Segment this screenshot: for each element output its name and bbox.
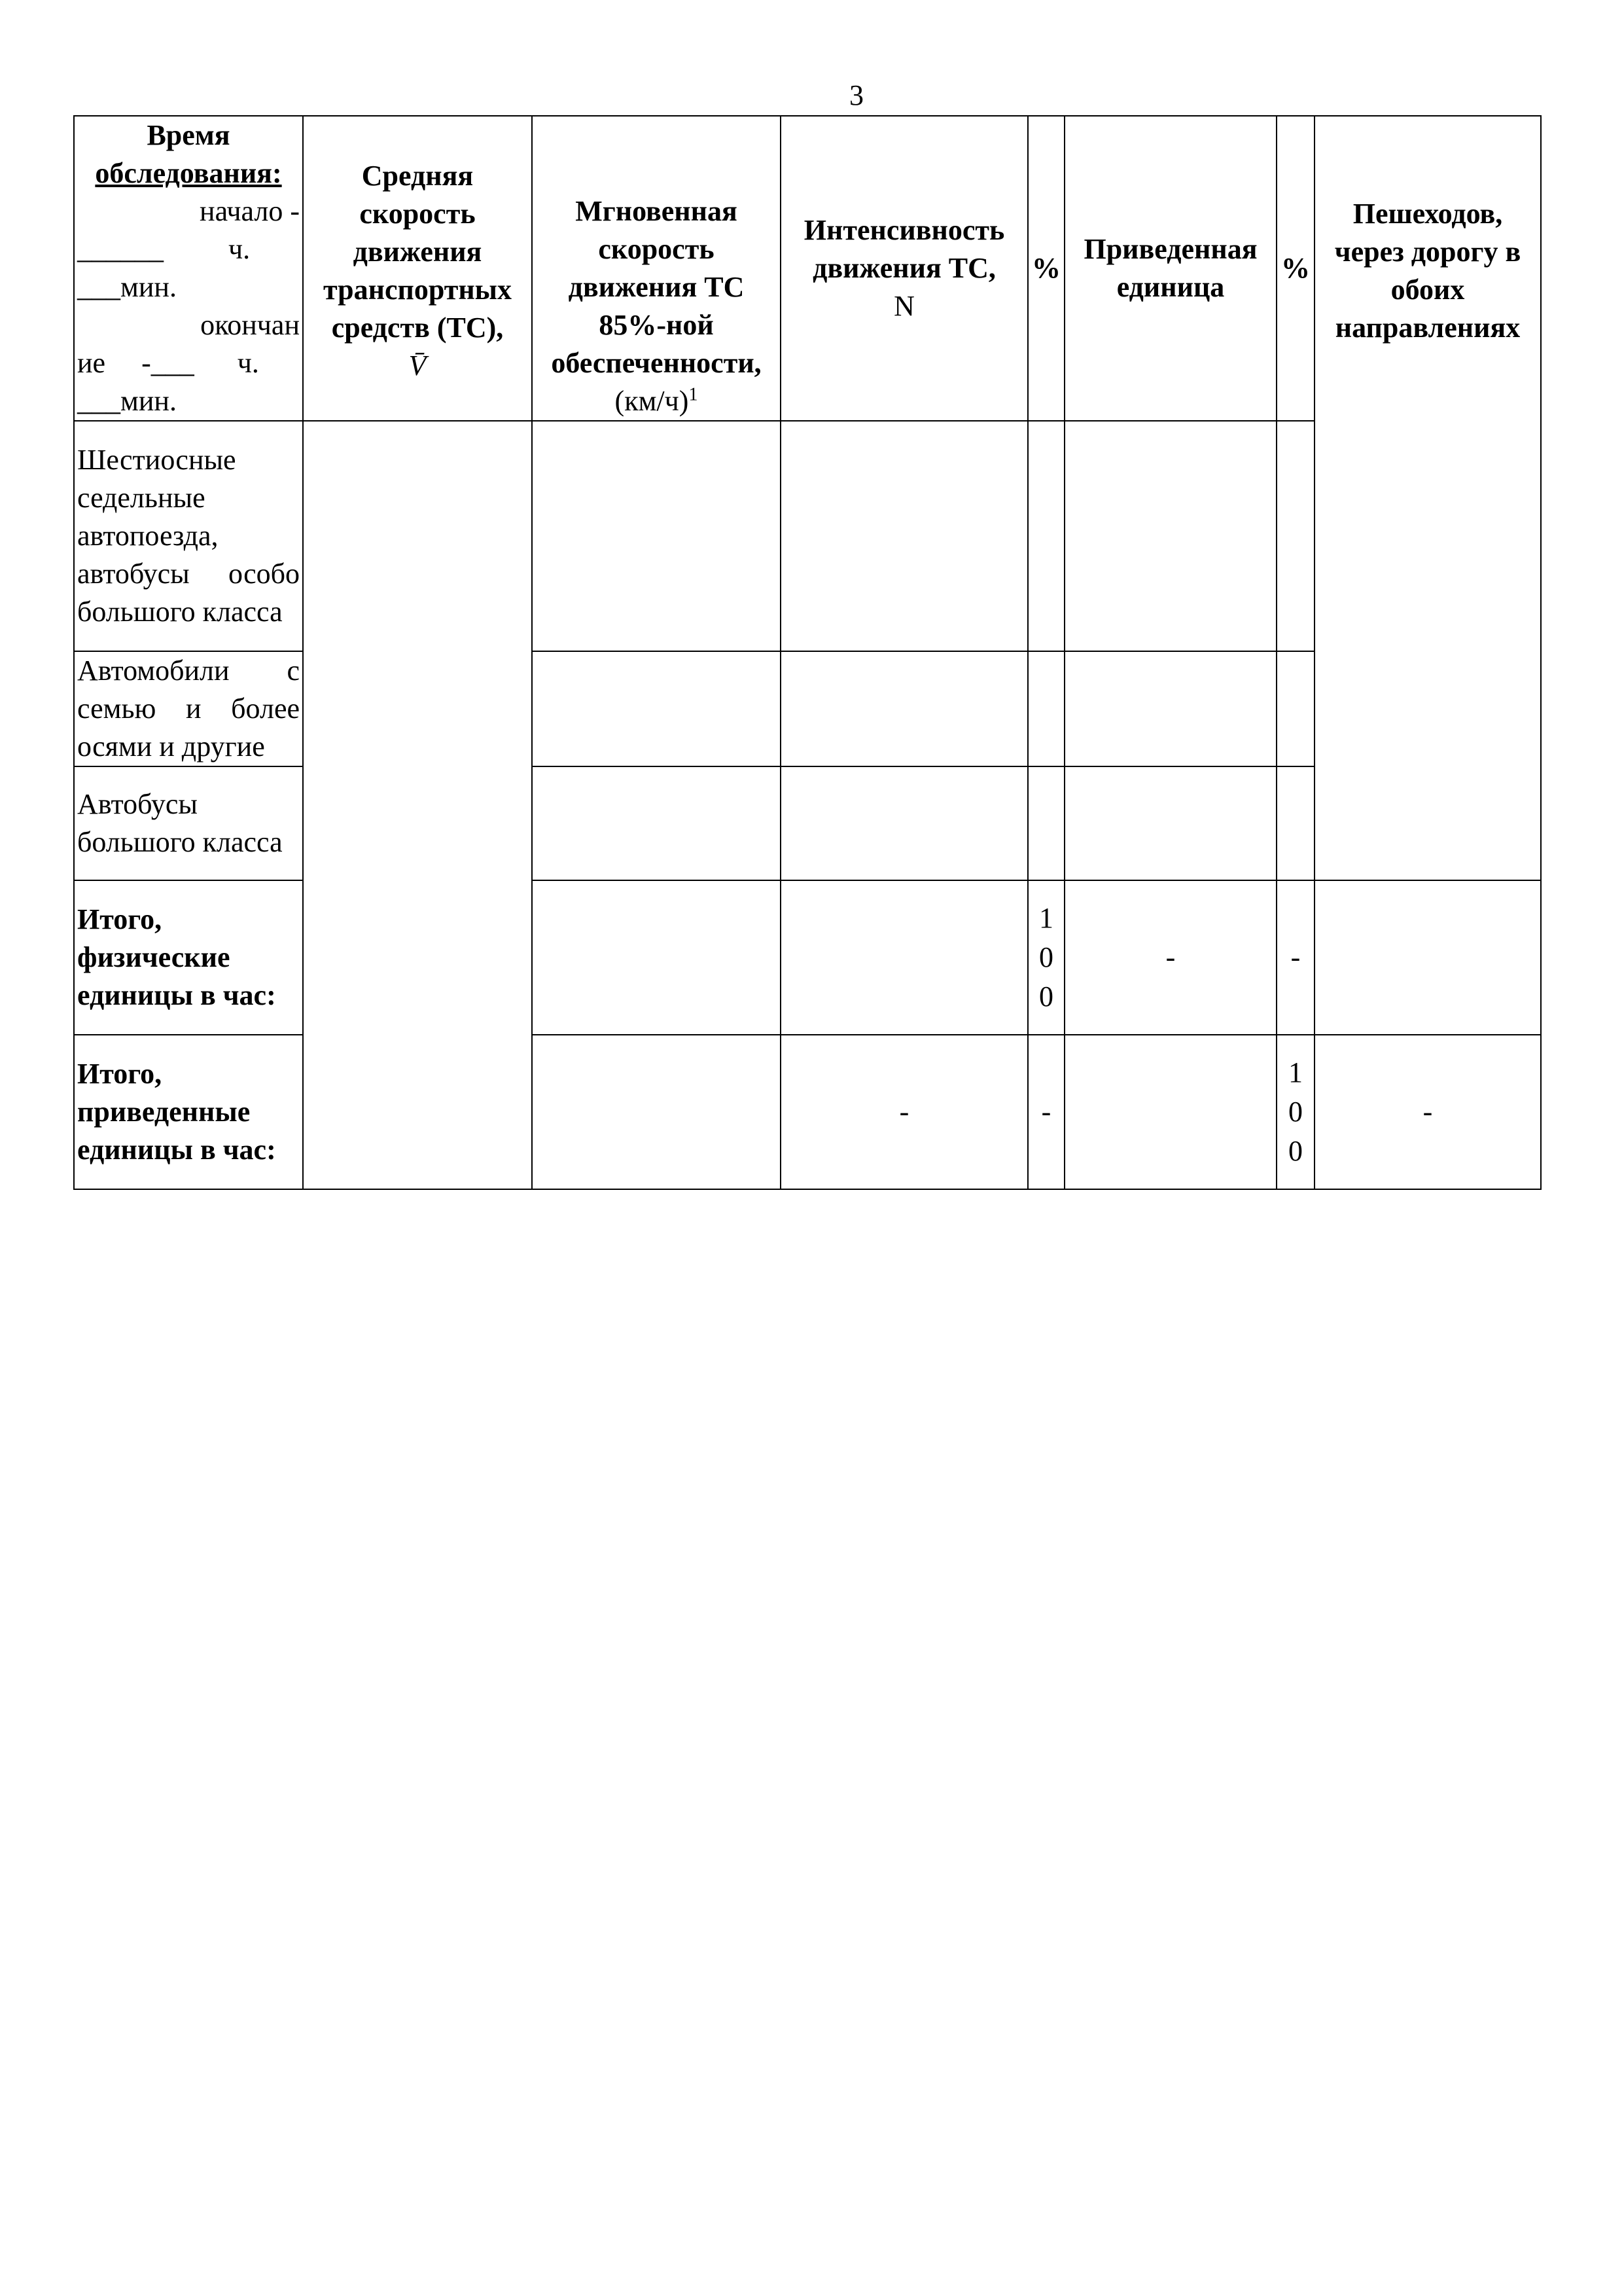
intensity-label: Интенсивность движения ТС,	[803, 214, 1005, 284]
header-reduced-unit: Приведенная единица	[1065, 116, 1277, 421]
intensity-cell	[781, 880, 1028, 1035]
instant-speed-unit: (км/ч)	[614, 385, 689, 417]
header-average-speed	[303, 116, 532, 421]
vehicle-category-label: Шестиосные седельные автопоезда, автобусы особо большого класса	[74, 421, 303, 651]
survey-end-hours-blank: ие -___ ч.	[77, 347, 259, 379]
reduced-unit-cell	[1065, 1035, 1277, 1189]
total-reduced-percent-2: 1 0 0	[1277, 1035, 1315, 1189]
total-reduced-label: Итого, приведенные единицы в час:	[74, 1035, 303, 1189]
instant-speed-label: Мгновенная скорость движения ТС 85%-ной обеспеченности,	[551, 195, 762, 379]
instant-speed-cell	[532, 880, 781, 1035]
pedestrians-cell	[1315, 880, 1541, 1035]
percent-1-cell	[1028, 651, 1065, 766]
survey-time-title-line2: обследования:	[95, 157, 282, 189]
percent-2-cell	[1277, 651, 1315, 766]
intensity-cell	[781, 766, 1028, 880]
survey-start-label: начало -	[200, 195, 300, 227]
reduced-unit-cell	[1065, 651, 1277, 766]
percent-1-cell	[1028, 421, 1065, 651]
header-percent-2: %	[1277, 116, 1315, 421]
page-number: 3	[849, 79, 864, 111]
total-physical-percent-1: 1 0 0	[1028, 880, 1065, 1035]
header-row	[74, 116, 1541, 421]
total-reduced-pedestrians: -	[1315, 1035, 1541, 1189]
average-speed-symbol: V̄	[408, 350, 427, 382]
intensity-cell	[781, 421, 1028, 651]
total-physical-percent-2: -	[1277, 880, 1315, 1035]
reduced-unit-cell	[1065, 421, 1277, 651]
header-percent-1: %	[1028, 116, 1065, 421]
instant-speed-cell	[532, 421, 781, 651]
average-speed-cell	[303, 421, 532, 1189]
survey-time-title	[77, 117, 300, 192]
average-speed-label: Средняя скорость движения транспортных средств (ТС),	[323, 160, 512, 344]
survey-start-hours-blank: ______ ч.	[77, 233, 251, 265]
footnote-marker: 1	[688, 384, 698, 405]
survey-start-minutes-blank: ___мин.	[77, 271, 177, 303]
instant-speed-cell	[532, 766, 781, 880]
instant-speed-cell	[532, 1035, 781, 1189]
header-survey-time	[74, 116, 303, 421]
percent-2-cell	[1277, 421, 1315, 651]
percent-1-cell	[1028, 766, 1065, 880]
total-physical-row	[74, 880, 1541, 1035]
header-pedestrians: Пешеходов, через дорогу в обоих направлениях	[1315, 116, 1541, 880]
instant-speed-cell	[532, 651, 781, 766]
header-instant-speed	[532, 116, 781, 421]
percent-2-cell	[1277, 766, 1315, 880]
instant-speed-unit-wrap	[615, 385, 698, 417]
survey-end-minutes-blank: ___мин.	[77, 385, 177, 417]
header-intensity	[781, 116, 1028, 421]
total-physical-label: Итого, физические единицы в час:	[74, 880, 303, 1035]
total-reduced-row	[74, 1035, 1541, 1189]
total-physical-reduced-unit: -	[1065, 880, 1277, 1035]
traffic-survey-table	[73, 115, 1542, 1190]
reduced-unit-cell	[1065, 766, 1277, 880]
total-reduced-intensity: -	[781, 1035, 1028, 1189]
vehicle-category-label: Автобусы большого класса	[74, 766, 303, 880]
survey-time-title-line1: Время	[147, 119, 230, 151]
total-reduced-percent-1: -	[1028, 1035, 1065, 1189]
survey-end-label: окончан	[200, 309, 300, 341]
intensity-cell	[781, 651, 1028, 766]
vehicle-category-label: Автомобили с семью и более осями и другие	[74, 651, 303, 766]
intensity-symbol: N	[894, 290, 915, 322]
